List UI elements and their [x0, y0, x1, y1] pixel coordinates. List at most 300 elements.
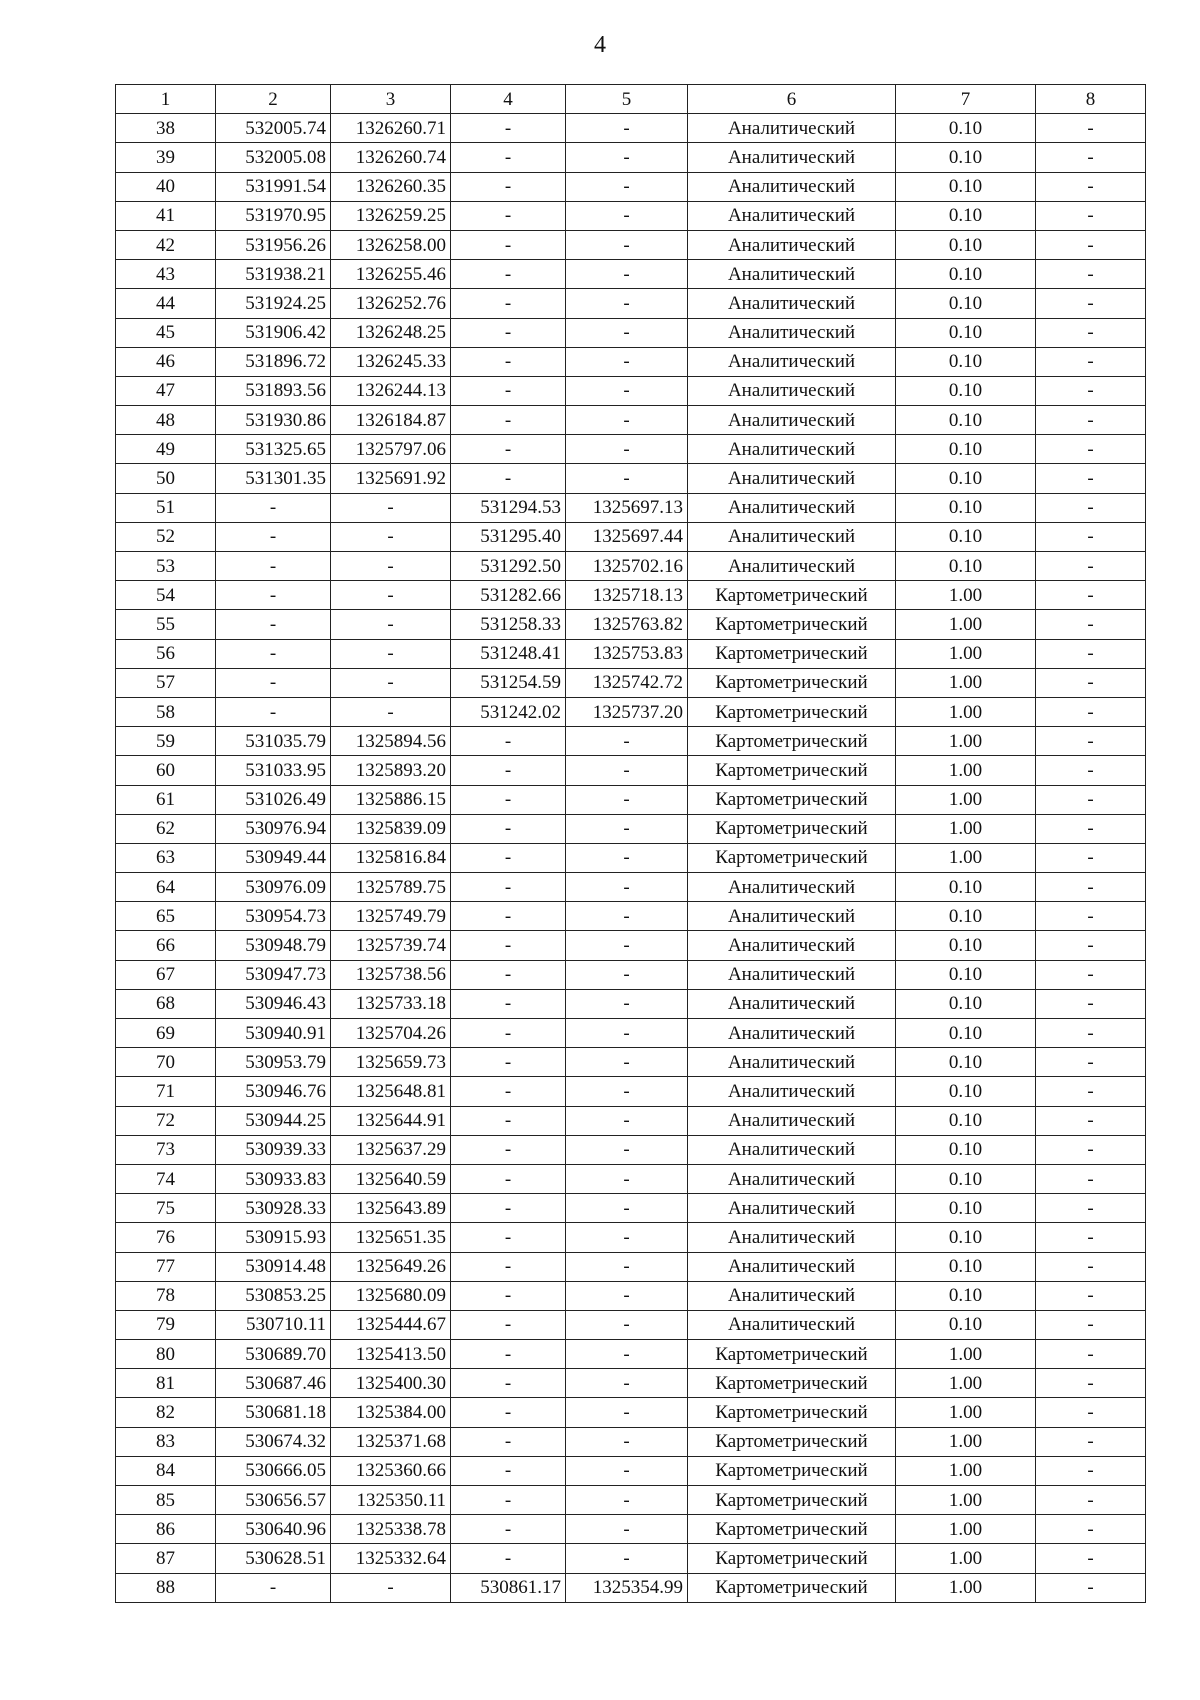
note-cell: - [1036, 143, 1146, 172]
accuracy-cell: 0.10 [896, 960, 1036, 989]
method-cell: Аналитический [688, 989, 896, 1018]
note-cell: - [1036, 1164, 1146, 1193]
table-row [116, 727, 1146, 756]
accuracy-cell: 0.10 [896, 376, 1036, 405]
accuracy-cell: 1.00 [896, 610, 1036, 639]
note-cell: - [1036, 785, 1146, 814]
y-coordinate-cell: 1326260.35 [331, 172, 451, 201]
x-new-cell: 531258.33 [451, 610, 566, 639]
y-coordinate-cell: 1326259.25 [331, 201, 451, 230]
y-coordinate-cell: 1326255.46 [331, 260, 451, 289]
y-new-cell: - [566, 989, 688, 1018]
method-cell: Аналитический [688, 522, 896, 551]
method-cell: Картометрический [688, 639, 896, 668]
note-cell: - [1036, 230, 1146, 259]
x-coordinate-cell: 530953.79 [216, 1048, 331, 1077]
method-cell: Аналитический [688, 318, 896, 347]
point-number-cell: 55 [116, 610, 216, 639]
table-row [116, 1223, 1146, 1252]
point-number-cell: 75 [116, 1194, 216, 1223]
point-number-cell: 52 [116, 522, 216, 551]
x-new-cell: 531282.66 [451, 581, 566, 610]
point-number-cell: 61 [116, 785, 216, 814]
x-coordinate-cell: 530687.46 [216, 1369, 331, 1398]
accuracy-cell: 0.10 [896, 931, 1036, 960]
note-cell: - [1036, 289, 1146, 318]
x-coordinate-cell: 530915.93 [216, 1223, 331, 1252]
note-cell: - [1036, 1486, 1146, 1515]
x-new-cell: - [451, 347, 566, 376]
accuracy-cell: 0.10 [896, 522, 1036, 551]
y-new-cell: - [566, 727, 688, 756]
method-cell: Аналитический [688, 902, 896, 931]
accuracy-cell: 1.00 [896, 785, 1036, 814]
y-coordinate-cell: 1325738.56 [331, 960, 451, 989]
table-row [116, 1019, 1146, 1048]
table-row [116, 1077, 1146, 1106]
table-row [116, 1340, 1146, 1369]
y-new-cell: 1325763.82 [566, 610, 688, 639]
x-new-cell: - [451, 902, 566, 931]
y-new-cell: - [566, 406, 688, 435]
coordinates-table [115, 84, 1146, 1603]
y-new-cell: 1325753.83 [566, 639, 688, 668]
x-coordinate-cell: 530674.32 [216, 1427, 331, 1456]
method-cell: Аналитический [688, 230, 896, 259]
y-new-cell: - [566, 201, 688, 230]
y-coordinate-cell: 1325384.00 [331, 1398, 451, 1427]
note-cell: - [1036, 668, 1146, 697]
accuracy-cell: 0.10 [896, 989, 1036, 1018]
y-coordinate-cell: - [331, 552, 451, 581]
x-new-cell: - [451, 1077, 566, 1106]
y-coordinate-cell: 1326244.13 [331, 376, 451, 405]
y-new-cell: - [566, 172, 688, 201]
method-cell: Картометрический [688, 814, 896, 843]
note-cell: - [1036, 639, 1146, 668]
x-new-cell: - [451, 318, 566, 347]
y-new-cell: - [566, 289, 688, 318]
point-number-cell: 67 [116, 960, 216, 989]
y-new-cell: - [566, 1544, 688, 1573]
method-cell: Картометрический [688, 668, 896, 697]
x-coordinate-cell: 530947.73 [216, 960, 331, 989]
note-cell: - [1036, 1544, 1146, 1573]
x-new-cell: - [451, 406, 566, 435]
point-number-cell: 70 [116, 1048, 216, 1077]
accuracy-cell: 0.10 [896, 1310, 1036, 1339]
method-cell: Аналитический [688, 1194, 896, 1223]
column-header-1: 1 [116, 85, 216, 114]
note-cell: - [1036, 1106, 1146, 1135]
y-coordinate-cell: 1325691.92 [331, 464, 451, 493]
accuracy-cell: 0.10 [896, 1164, 1036, 1193]
accuracy-cell: 0.10 [896, 1077, 1036, 1106]
table-row [116, 114, 1146, 143]
point-number-cell: 60 [116, 756, 216, 785]
table-row [116, 610, 1146, 639]
x-coordinate-cell: - [216, 552, 331, 581]
x-coordinate-cell: 530928.33 [216, 1194, 331, 1223]
column-header-2: 2 [216, 85, 331, 114]
accuracy-cell: 0.10 [896, 552, 1036, 581]
method-cell: Аналитический [688, 1281, 896, 1310]
point-number-cell: 68 [116, 989, 216, 1018]
y-coordinate-cell: 1326184.87 [331, 406, 451, 435]
y-new-cell: - [566, 435, 688, 464]
x-new-cell: 531292.50 [451, 552, 566, 581]
x-new-cell: 530861.17 [451, 1573, 566, 1602]
x-new-cell: - [451, 1135, 566, 1164]
method-cell: Аналитический [688, 1135, 896, 1164]
method-cell: Картометрический [688, 843, 896, 872]
note-cell: - [1036, 1048, 1146, 1077]
accuracy-cell: 0.10 [896, 1048, 1036, 1077]
accuracy-cell: 1.00 [896, 1427, 1036, 1456]
x-new-cell: - [451, 1369, 566, 1398]
point-number-cell: 71 [116, 1077, 216, 1106]
y-coordinate-cell: 1326252.76 [331, 289, 451, 318]
accuracy-cell: 0.10 [896, 873, 1036, 902]
point-number-cell: 73 [116, 1135, 216, 1164]
y-coordinate-cell: 1325444.67 [331, 1310, 451, 1339]
method-cell: Картометрический [688, 581, 896, 610]
accuracy-cell: 0.10 [896, 435, 1036, 464]
column-header-4: 4 [451, 85, 566, 114]
point-number-cell: 64 [116, 873, 216, 902]
x-coordinate-cell: 530914.48 [216, 1252, 331, 1281]
y-coordinate-cell: 1326248.25 [331, 318, 451, 347]
x-coordinate-cell: 530681.18 [216, 1398, 331, 1427]
x-coordinate-cell: 530640.96 [216, 1515, 331, 1544]
y-new-cell: 1325742.72 [566, 668, 688, 697]
accuracy-cell: 1.00 [896, 843, 1036, 872]
method-cell: Картометрический [688, 1544, 896, 1573]
table-row [116, 1252, 1146, 1281]
note-cell: - [1036, 1019, 1146, 1048]
point-number-cell: 87 [116, 1544, 216, 1573]
accuracy-cell: 1.00 [896, 756, 1036, 785]
x-coordinate-cell: - [216, 493, 331, 522]
y-coordinate-cell: 1325797.06 [331, 435, 451, 464]
x-new-cell: - [451, 1515, 566, 1544]
y-new-cell: 1325697.44 [566, 522, 688, 551]
accuracy-cell: 1.00 [896, 1486, 1036, 1515]
point-number-cell: 44 [116, 289, 216, 318]
x-coordinate-cell: 531970.95 [216, 201, 331, 230]
point-number-cell: 86 [116, 1515, 216, 1544]
y-coordinate-cell: 1325350.11 [331, 1486, 451, 1515]
y-coordinate-cell: 1326258.00 [331, 230, 451, 259]
x-new-cell: - [451, 1252, 566, 1281]
y-coordinate-cell: 1325338.78 [331, 1515, 451, 1544]
x-new-cell: - [451, 376, 566, 405]
point-number-cell: 69 [116, 1019, 216, 1048]
x-coordinate-cell: 531930.86 [216, 406, 331, 435]
x-coordinate-cell: 531896.72 [216, 347, 331, 376]
table-row [116, 552, 1146, 581]
table-row [116, 1515, 1146, 1544]
x-coordinate-cell: - [216, 697, 331, 726]
x-new-cell: - [451, 1223, 566, 1252]
table-row [116, 1194, 1146, 1223]
x-coordinate-cell: 530946.43 [216, 989, 331, 1018]
accuracy-cell: 0.10 [896, 114, 1036, 143]
note-cell: - [1036, 989, 1146, 1018]
point-number-cell: 77 [116, 1252, 216, 1281]
y-new-cell: - [566, 318, 688, 347]
method-cell: Картометрический [688, 1398, 896, 1427]
note-cell: - [1036, 1135, 1146, 1164]
note-cell: - [1036, 552, 1146, 581]
y-coordinate-cell: 1325680.09 [331, 1281, 451, 1310]
table-row [116, 143, 1146, 172]
y-coordinate-cell: 1325816.84 [331, 843, 451, 872]
x-coordinate-cell: 530948.79 [216, 931, 331, 960]
table-body [116, 114, 1146, 1603]
x-new-cell: - [451, 114, 566, 143]
y-new-cell: - [566, 1398, 688, 1427]
y-coordinate-cell: 1325749.79 [331, 902, 451, 931]
point-number-cell: 76 [116, 1223, 216, 1252]
x-new-cell: 531242.02 [451, 697, 566, 726]
note-cell: - [1036, 1252, 1146, 1281]
method-cell: Аналитический [688, 289, 896, 318]
y-coordinate-cell: 1325894.56 [331, 727, 451, 756]
method-cell: Картометрический [688, 1369, 896, 1398]
y-coordinate-cell: - [331, 522, 451, 551]
accuracy-cell: 1.00 [896, 1369, 1036, 1398]
method-cell: Картометрический [688, 1573, 896, 1602]
x-new-cell: - [451, 931, 566, 960]
x-new-cell: - [451, 1281, 566, 1310]
x-coordinate-cell: 530946.76 [216, 1077, 331, 1106]
accuracy-cell: 0.10 [896, 1281, 1036, 1310]
accuracy-cell: 0.10 [896, 201, 1036, 230]
note-cell: - [1036, 406, 1146, 435]
x-new-cell: - [451, 873, 566, 902]
y-new-cell: - [566, 1281, 688, 1310]
accuracy-cell: 1.00 [896, 1340, 1036, 1369]
y-coordinate-cell: 1325704.26 [331, 1019, 451, 1048]
table-row [116, 435, 1146, 464]
x-coordinate-cell: 532005.74 [216, 114, 331, 143]
x-coordinate-cell: 530689.70 [216, 1340, 331, 1369]
accuracy-cell: 0.10 [896, 1252, 1036, 1281]
accuracy-cell: 0.10 [896, 406, 1036, 435]
point-number-cell: 45 [116, 318, 216, 347]
y-new-cell: 1325737.20 [566, 697, 688, 726]
table-row [116, 960, 1146, 989]
accuracy-cell: 0.10 [896, 1106, 1036, 1135]
table-row [116, 1369, 1146, 1398]
note-cell: - [1036, 1398, 1146, 1427]
x-new-cell: - [451, 727, 566, 756]
y-new-cell: 1325697.13 [566, 493, 688, 522]
x-coordinate-cell: 531325.65 [216, 435, 331, 464]
point-number-cell: 42 [116, 230, 216, 259]
accuracy-cell: 0.10 [896, 1135, 1036, 1164]
x-coordinate-cell: 531991.54 [216, 172, 331, 201]
x-coordinate-cell: 530710.11 [216, 1310, 331, 1339]
table-row [116, 1135, 1146, 1164]
y-coordinate-cell: - [331, 697, 451, 726]
table-row [116, 1281, 1146, 1310]
y-new-cell: - [566, 1077, 688, 1106]
y-new-cell: - [566, 1194, 688, 1223]
point-number-cell: 40 [116, 172, 216, 201]
method-cell: Аналитический [688, 552, 896, 581]
point-number-cell: 63 [116, 843, 216, 872]
x-new-cell: - [451, 1427, 566, 1456]
method-cell: Аналитический [688, 201, 896, 230]
table-row [116, 873, 1146, 902]
y-coordinate-cell: 1326260.74 [331, 143, 451, 172]
method-cell: Картометрический [688, 1486, 896, 1515]
table-row [116, 1310, 1146, 1339]
y-coordinate-cell: 1325400.30 [331, 1369, 451, 1398]
x-coordinate-cell: 531906.42 [216, 318, 331, 347]
note-cell: - [1036, 435, 1146, 464]
point-number-cell: 80 [116, 1340, 216, 1369]
note-cell: - [1036, 1427, 1146, 1456]
point-number-cell: 62 [116, 814, 216, 843]
x-new-cell: - [451, 201, 566, 230]
x-new-cell: - [451, 1106, 566, 1135]
accuracy-cell: 1.00 [896, 697, 1036, 726]
table-row [116, 1164, 1146, 1193]
y-coordinate-cell: 1325637.29 [331, 1135, 451, 1164]
y-coordinate-cell: 1325739.74 [331, 931, 451, 960]
note-cell: - [1036, 581, 1146, 610]
y-coordinate-cell: - [331, 493, 451, 522]
note-cell: - [1036, 318, 1146, 347]
point-number-cell: 47 [116, 376, 216, 405]
x-coordinate-cell: 530656.57 [216, 1486, 331, 1515]
x-coordinate-cell: 531956.26 [216, 230, 331, 259]
note-cell: - [1036, 1340, 1146, 1369]
method-cell: Аналитический [688, 347, 896, 376]
page-number: 4 [594, 32, 606, 58]
y-new-cell: - [566, 873, 688, 902]
method-cell: Картометрический [688, 727, 896, 756]
table-row [116, 260, 1146, 289]
y-new-cell: - [566, 143, 688, 172]
point-number-cell: 82 [116, 1398, 216, 1427]
point-number-cell: 58 [116, 697, 216, 726]
y-new-cell: - [566, 1369, 688, 1398]
accuracy-cell: 1.00 [896, 639, 1036, 668]
x-new-cell: 531295.40 [451, 522, 566, 551]
y-coordinate-cell: - [331, 610, 451, 639]
method-cell: Аналитический [688, 435, 896, 464]
method-cell: Картометрический [688, 610, 896, 639]
method-cell: Аналитический [688, 1048, 896, 1077]
y-coordinate-cell: - [331, 668, 451, 697]
accuracy-cell: 0.10 [896, 1019, 1036, 1048]
method-cell: Аналитический [688, 1164, 896, 1193]
note-cell: - [1036, 201, 1146, 230]
method-cell: Аналитический [688, 172, 896, 201]
y-new-cell: - [566, 464, 688, 493]
x-coordinate-cell: 530976.09 [216, 873, 331, 902]
x-coordinate-cell: 530949.44 [216, 843, 331, 872]
x-coordinate-cell: 531026.49 [216, 785, 331, 814]
y-coordinate-cell: 1325886.15 [331, 785, 451, 814]
method-cell: Аналитический [688, 873, 896, 902]
point-number-cell: 41 [116, 201, 216, 230]
x-coordinate-cell: 530933.83 [216, 1164, 331, 1193]
y-coordinate-cell: 1325651.35 [331, 1223, 451, 1252]
method-cell: Аналитический [688, 143, 896, 172]
point-number-cell: 53 [116, 552, 216, 581]
x-new-cell: - [451, 143, 566, 172]
x-coordinate-cell: - [216, 581, 331, 610]
y-new-cell: - [566, 1456, 688, 1485]
method-cell: Аналитический [688, 931, 896, 960]
y-new-cell: - [566, 347, 688, 376]
column-header-8: 8 [1036, 85, 1146, 114]
y-new-cell: - [566, 1223, 688, 1252]
y-new-cell: - [566, 1515, 688, 1544]
y-new-cell: - [566, 902, 688, 931]
table-row [116, 814, 1146, 843]
y-new-cell: - [566, 376, 688, 405]
x-new-cell: - [451, 172, 566, 201]
x-new-cell: - [451, 260, 566, 289]
table-row [116, 1544, 1146, 1573]
method-cell: Аналитический [688, 1310, 896, 1339]
table-row [116, 843, 1146, 872]
x-new-cell: 531254.59 [451, 668, 566, 697]
point-number-cell: 81 [116, 1369, 216, 1398]
y-coordinate-cell: 1325332.64 [331, 1544, 451, 1573]
table-row [116, 289, 1146, 318]
y-coordinate-cell: 1325640.59 [331, 1164, 451, 1193]
x-new-cell: - [451, 289, 566, 318]
y-coordinate-cell: - [331, 581, 451, 610]
x-new-cell: - [451, 1019, 566, 1048]
y-new-cell: - [566, 1048, 688, 1077]
method-cell: Картометрический [688, 1340, 896, 1369]
y-new-cell: - [566, 1252, 688, 1281]
method-cell: Аналитический [688, 464, 896, 493]
x-coordinate-cell: 530628.51 [216, 1544, 331, 1573]
note-cell: - [1036, 1194, 1146, 1223]
accuracy-cell: 0.10 [896, 464, 1036, 493]
table-row [116, 989, 1146, 1018]
y-coordinate-cell: 1325659.73 [331, 1048, 451, 1077]
note-cell: - [1036, 347, 1146, 376]
point-number-cell: 85 [116, 1486, 216, 1515]
y-new-cell: - [566, 230, 688, 259]
y-new-cell: - [566, 1135, 688, 1164]
note-cell: - [1036, 1310, 1146, 1339]
x-coordinate-cell: 531033.95 [216, 756, 331, 785]
y-coordinate-cell: 1325789.75 [331, 873, 451, 902]
accuracy-cell: 0.10 [896, 318, 1036, 347]
accuracy-cell: 1.00 [896, 814, 1036, 843]
note-cell: - [1036, 1223, 1146, 1252]
accuracy-cell: 1.00 [896, 727, 1036, 756]
accuracy-cell: 0.10 [896, 260, 1036, 289]
table-row [116, 464, 1146, 493]
accuracy-cell: 0.10 [896, 1223, 1036, 1252]
note-cell: - [1036, 727, 1146, 756]
table-header-row [116, 85, 1146, 114]
x-new-cell: 531248.41 [451, 639, 566, 668]
table-row [116, 1398, 1146, 1427]
